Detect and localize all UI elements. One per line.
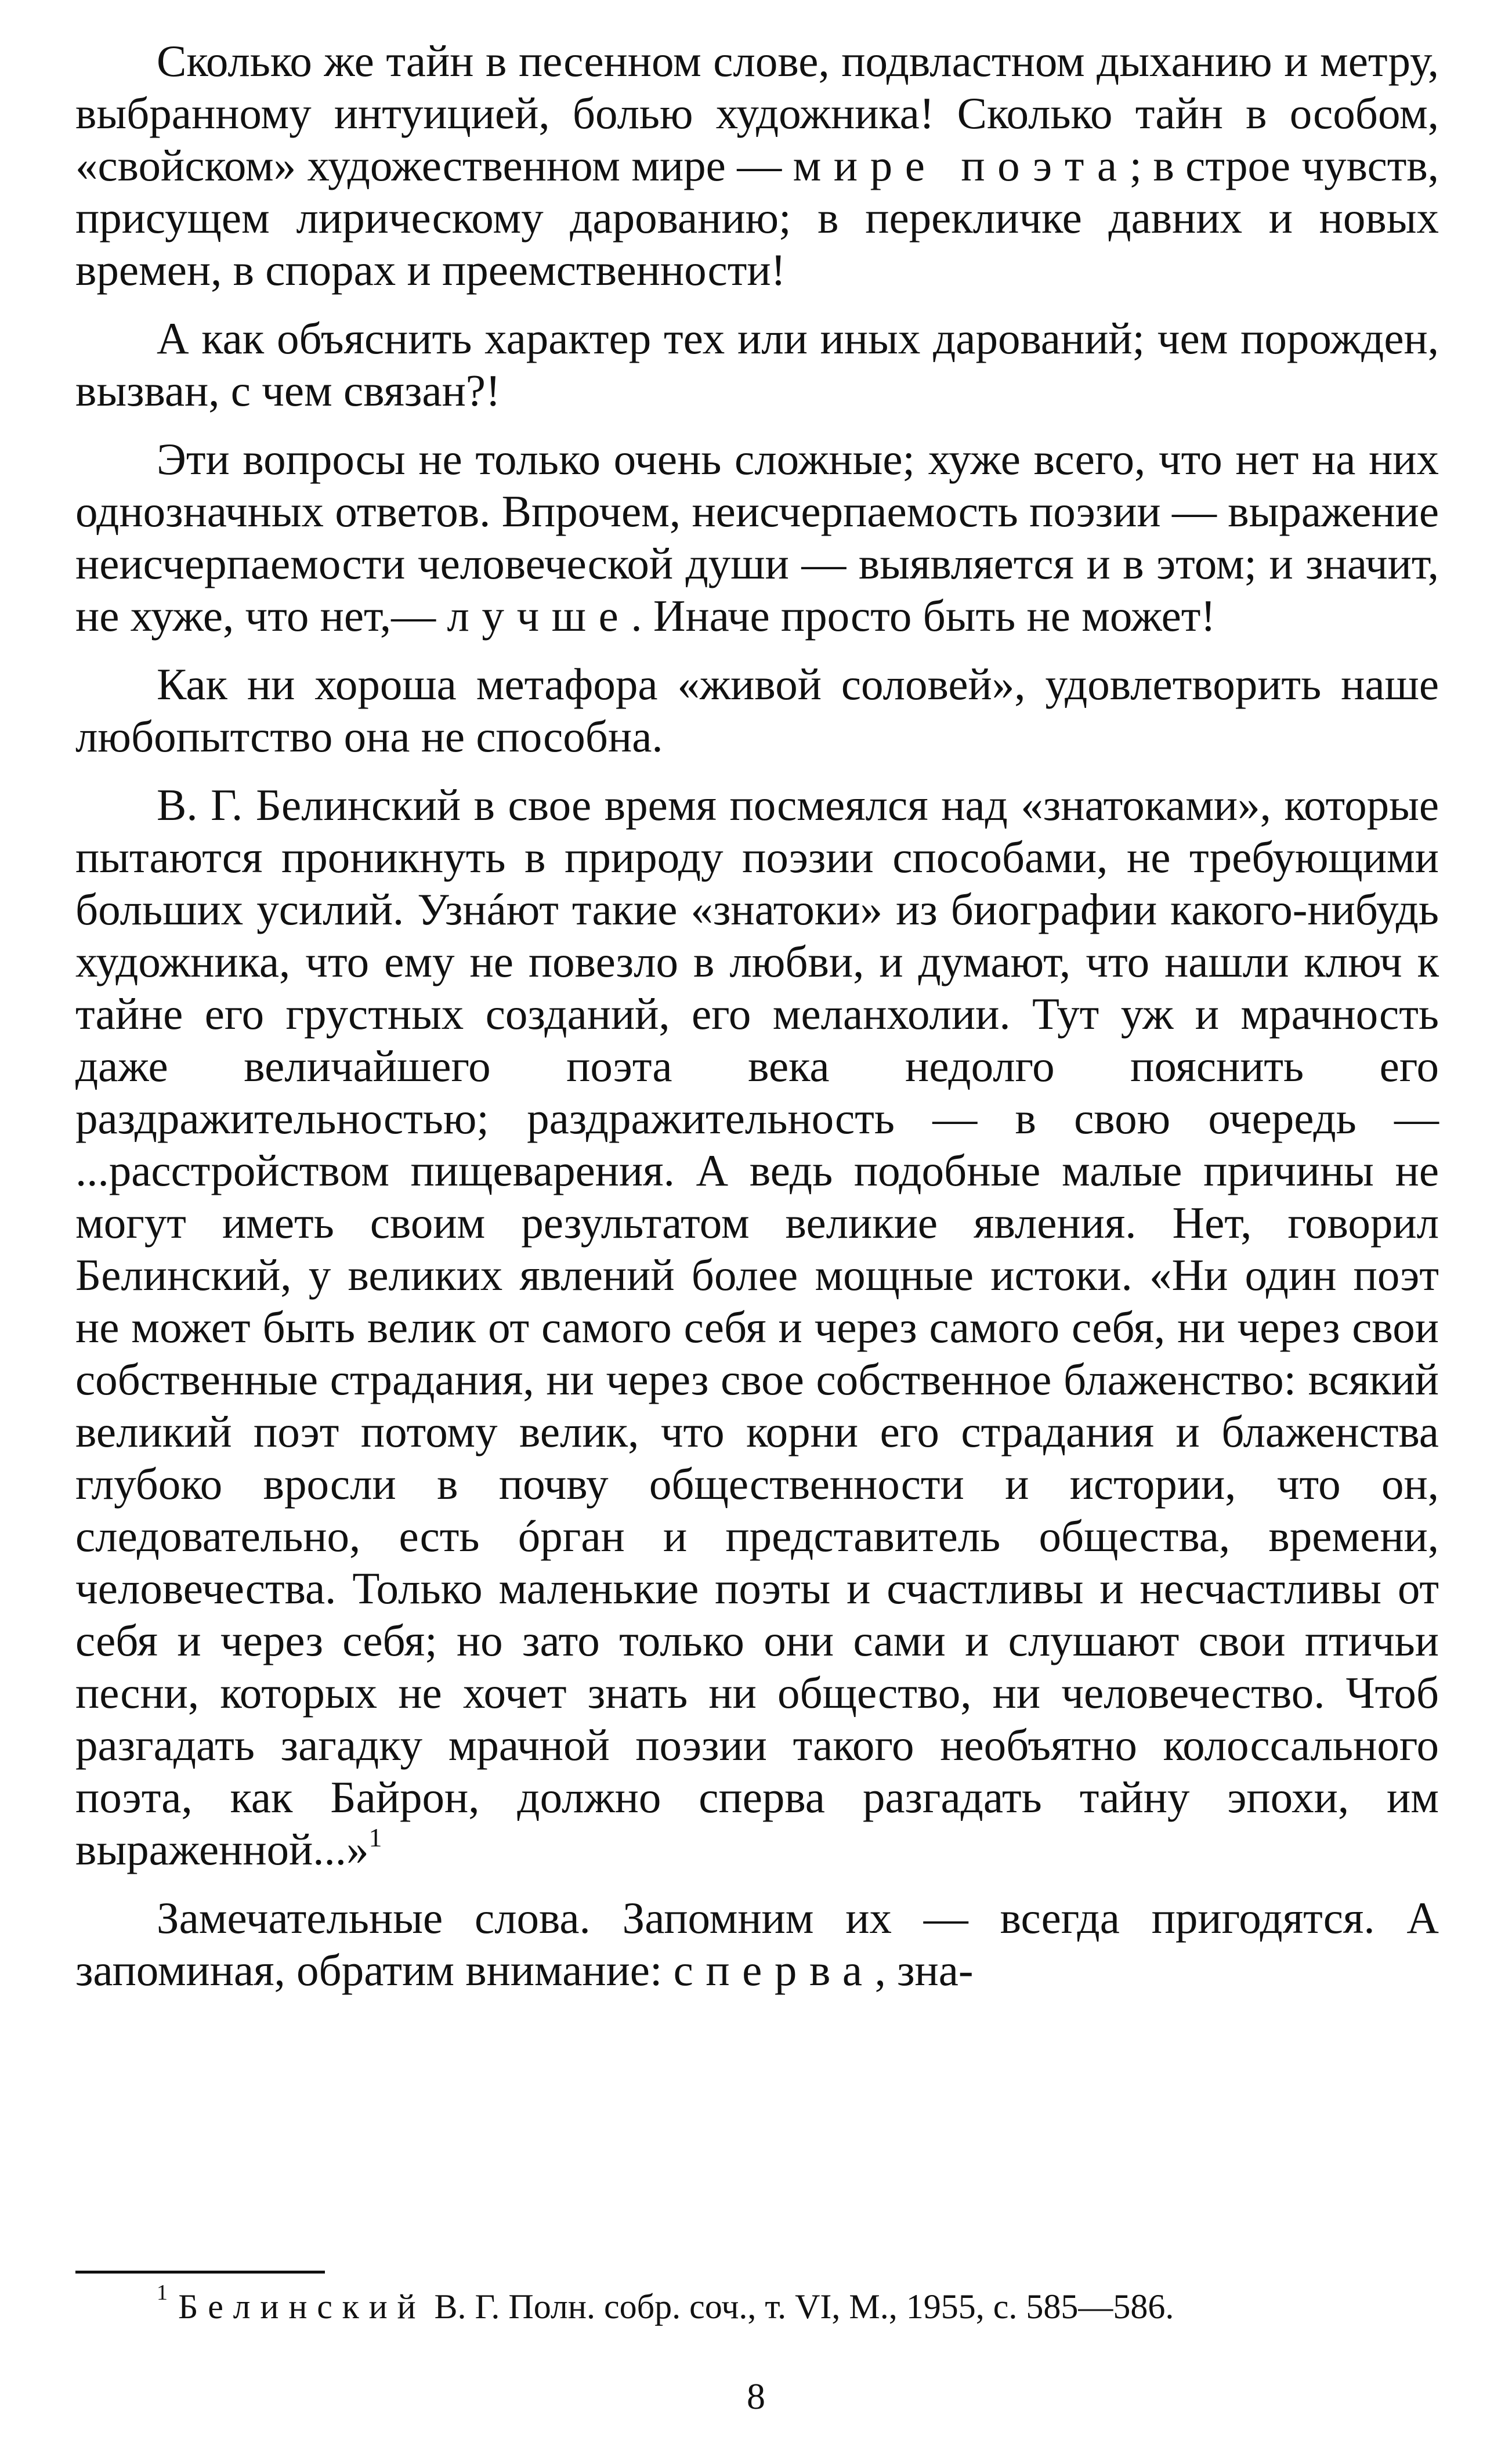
- footnote-text: В. Г. Полн. собр. соч., т. VI, М., 1955, с. 585—586.: [425, 2287, 1174, 2326]
- footnote-reference: 1: [368, 1822, 382, 1852]
- paragraph-3: [75, 433, 1439, 642]
- paragraph-text: , зна-: [874, 1945, 974, 1995]
- paragraph-text: А как объяснить характер тех или иных дарований; чем порожден, вызван, с чем связан?!: [75, 313, 1439, 415]
- paragraph-2: [75, 312, 1439, 417]
- paragraph-text: Замечательные слова. Запомним их — всегда пригодятся. А запоминая, обратим внимание:: [75, 1893, 1439, 1995]
- paragraph-5: [75, 779, 1439, 1875]
- paragraph-text: Эти вопросы не только очень сложные; хуже всего, что нет на них однозначных ответов. Впрочем, неисчерпаемость поэзии — выражение неисчерпаемости человеческой души — выявляется и в этом; и значит, не хуже, что нет,—: [75, 434, 1439, 641]
- paragraph-text: В. Г. Белинский в свое время посмеялся над «знатоками», которые пытаются проникнуть в природу поэзии способами, не требующими больших усилий. Узнáют такие «знатоки» из биографии какого-нибудь художника, что ему не повезло в любви, и думают, что нашли ключ к тайне его грустных созданий, его меланхолии. Тут уж и мрачность даже величайшего поэта века недолго пояснить его раздражительностью; раздражительность — в свою очередь — ...расстройством пищеварения. А ведь подобные малые причины не могут иметь своим результатом великие явления. Нет, говорил Белинский, у великих явлений более мощные истоки. «Ни один поэт не может быть велик от самого себя и через самого себя, ни через свои собственные страдания, ни через свое собственное блаженство: всякий великий поэт потому велик, что корни его страдания и блаженства глубоко вросли в почву общественности и истории, что он, следовательно, есть óрган и представитель общества, времени, человечества. Только маленькие поэты и счастливы и несчастливы от себя и через себя; но зато только они сами и слушают свои птичьи песни, которых не хочет знать ни общество, ни человечество. Чтоб разгадать загадку мрачной поэзии такого необъятно колоссального поэта, как Байрон, должно сперва разгадать тайну эпохи, им выраженной...»: [75, 780, 1439, 1874]
- paragraph-4: [75, 658, 1439, 762]
- paragraph-text: Как ни хороша метафора «живой соловей», удовлетворить наше любопытство она не способна.: [75, 659, 1439, 761]
- paragraph-text: . Иначе просто быть не может!: [631, 591, 1216, 641]
- spaced-emphasis: лучше: [447, 591, 631, 641]
- spaced-emphasis: сперва: [673, 1945, 875, 1995]
- footnote-author: Белинский: [178, 2287, 426, 2326]
- footnote-divider: [75, 2271, 325, 2274]
- paragraph-1: [75, 35, 1439, 296]
- paragraph-text: ; в строе чувств, присущем лирическому дарованию; в перекличке давних и новых времен, в спорах и преемственности!: [75, 140, 1439, 295]
- footnote-marker: 1: [157, 2280, 168, 2305]
- footnote: [75, 2280, 1439, 2330]
- page-number: 8: [747, 2376, 765, 2417]
- paragraph-6: [75, 1892, 1439, 1996]
- spaced-emphasis: мире поэта: [793, 140, 1130, 190]
- paragraph-text: Сколько же тайн в песенном слове, подвластном дыханию и метру, выбранному интуицией, болью художника! Сколько тайн в особом, «свойском» художественном мире —: [75, 36, 1439, 190]
- page-body: [75, 35, 1439, 2012]
